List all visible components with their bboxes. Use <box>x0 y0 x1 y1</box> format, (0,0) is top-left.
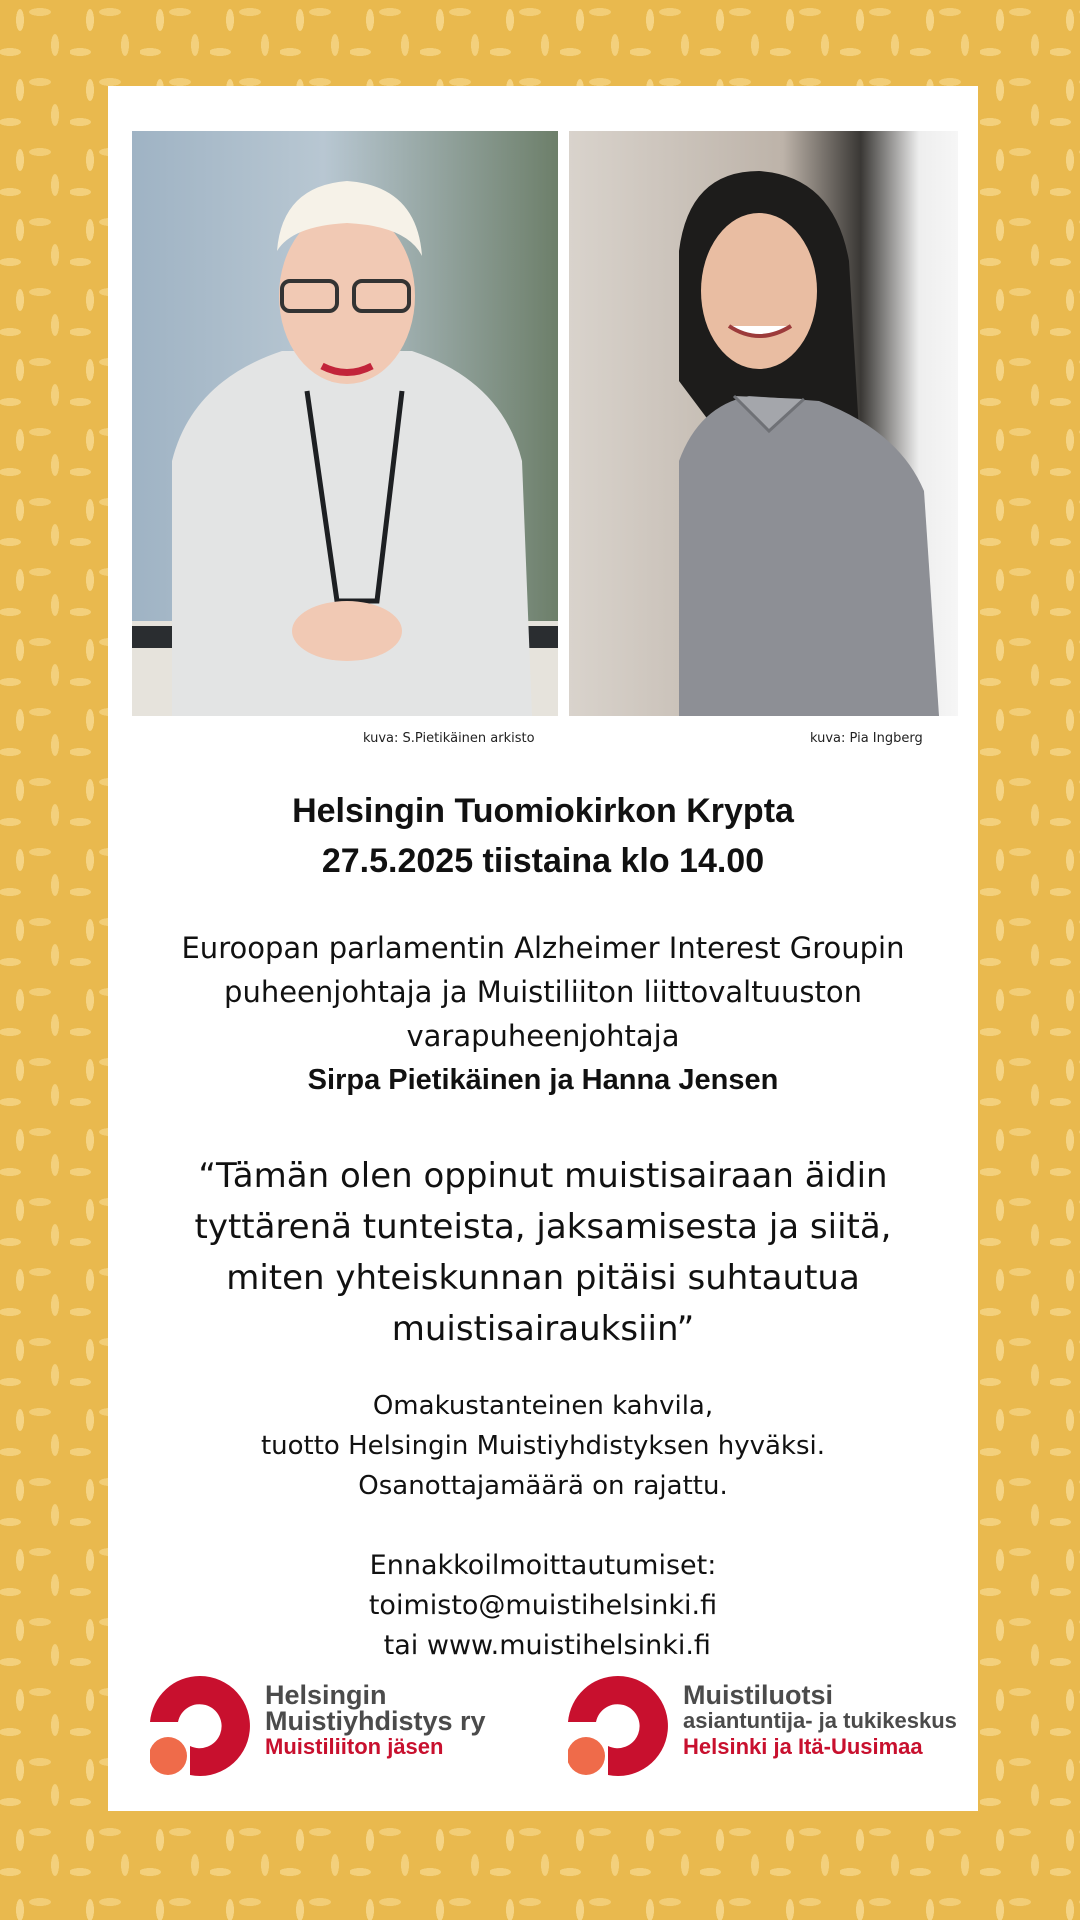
info-line-2: tuotto Helsingin Muistiyhdistyksen hyväksi. <box>260 1431 826 1461</box>
quote-line-4: muistisairauksiin” <box>391 1309 695 1349</box>
photo-credit-left: kuva: S.Pietikäinen arkisto <box>363 731 535 746</box>
intro-line-3: varapuheenjohtaja <box>406 1019 680 1053</box>
photo-hanna-jensen <box>569 131 958 716</box>
logo-right-line-2: asiantuntija- ja tukikeskus <box>683 1708 957 1733</box>
logo-left-line-2: Muistiyhdistys ry <box>265 1706 486 1736</box>
photo-sirpa-pietikainen <box>132 131 558 716</box>
logo-left-text <box>265 1682 486 1760</box>
quote-line-3: miten yhteiskunnan pitäisi suhtautua <box>226 1258 860 1298</box>
intro-line-1: Euroopan parlamentin Alzheimer Interest Groupin <box>181 931 905 965</box>
info-line-1: Omakustanteinen kahvila, <box>372 1391 714 1421</box>
info-line-3: Osanottajamäärä on rajattu. <box>358 1471 728 1501</box>
quote-line-1: “Tämän olen oppinut muistisairaan äidin <box>198 1156 888 1196</box>
portrait-illustration-right <box>569 131 958 716</box>
event-heading <box>108 786 978 886</box>
talk-quote <box>108 1151 978 1355</box>
event-venue: Helsingin Tuomiokirkon Krypta <box>292 792 794 830</box>
speaker-intro <box>108 926 978 1102</box>
photo-credit-right: kuva: Pia Ingberg <box>810 731 923 746</box>
event-datetime: 27.5.2025 tiistaina klo 14.00 <box>321 842 765 880</box>
logo-muistiluotsi <box>568 1676 968 1776</box>
muistiluotsi-logo-icon <box>568 1676 668 1776</box>
registration-info <box>108 1546 978 1666</box>
portrait-illustration-left <box>132 131 558 716</box>
logo-helsingin-muistiyhdistys <box>150 1676 510 1776</box>
logo-right-text <box>683 1682 957 1760</box>
intro-line-2: puheenjohtaja ja Muistiliiton liittovaltuuston <box>224 975 862 1009</box>
poster-card <box>108 86 978 1811</box>
quote-line-2: tyttärenä tunteista, jaksamisesta ja siitä, <box>194 1207 892 1247</box>
registration-label: Ennakkoilmoittautumiset: <box>369 1550 717 1581</box>
logo-right-line-1: Muistiluotsi <box>683 1680 833 1710</box>
muistiliitto-logo-icon <box>150 1676 250 1776</box>
logo-left-line-3: Muistiliiton jäsen <box>265 1734 444 1759</box>
registration-email-link[interactable]: toimisto@muistihelsinki.fi <box>368 1590 718 1621</box>
logo-right-line-3: Helsinki ja Itä-Uusimaa <box>683 1734 923 1759</box>
logo-left-line-1: Helsingin <box>265 1680 387 1710</box>
speaker-names: Sirpa Pietikäinen ja Hanna Jensen <box>307 1064 779 1096</box>
event-info <box>108 1386 978 1506</box>
registration-website-link[interactable]: tai www.muistihelsinki.fi <box>375 1630 711 1661</box>
